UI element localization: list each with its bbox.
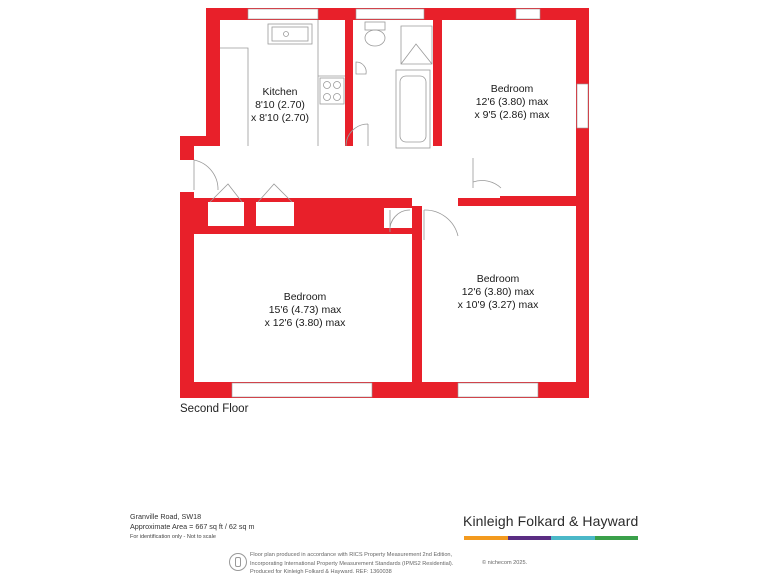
room-dimension: 12'6 (3.80) max (475, 96, 549, 108)
window-bath (356, 9, 424, 19)
brand-color-teal (551, 536, 595, 540)
rics-seal-icon (229, 553, 247, 571)
room-dimension: x 9'5 (2.86) max (474, 109, 550, 121)
wall-left-entry (180, 136, 194, 160)
brand-name: Kinleigh Folkard & Hayward (463, 513, 639, 529)
wall-bath-bedroom (433, 8, 442, 158)
wall-kitchen-bath (345, 8, 353, 156)
room-dimension: x 10'9 (3.27) max (457, 299, 539, 311)
disclaimer (250, 551, 453, 577)
window-bedroom-tr-top (516, 9, 540, 19)
disclaimer-line: Incorporating International Property Measurement Standards (IPMS2 Residential). (250, 560, 454, 567)
footer-info (130, 512, 254, 542)
floor-hall-2 (353, 148, 388, 198)
brand-color-orange (464, 536, 508, 540)
room-name: Bedroom (476, 273, 520, 285)
brand-color-green (595, 536, 639, 540)
room-label-bedroom-bottom-left (250, 291, 360, 330)
brand-color-purple (508, 536, 552, 540)
hall-right-cap (384, 198, 412, 206)
floor-hall (194, 146, 463, 198)
room-dimension: 12'6 (3.80) max (461, 286, 535, 298)
bedroom-bl-top (194, 228, 412, 234)
room-dimension: 8'10 (2.70) (255, 99, 305, 111)
address: Granville Road, SW18 (130, 512, 202, 521)
wall-bedroom-split (412, 206, 422, 382)
copyright: © nichecom 2025. (482, 560, 528, 566)
floor-label: Second Floor (180, 403, 249, 415)
wall-left-lower (180, 192, 194, 398)
disclaimer-line: Floor plan produced in accordance with RICS Property Measurement 2nd Edition, (250, 552, 453, 558)
approximate-area: Approximate Area = 667 sq ft / 62 sq m (130, 522, 255, 531)
scale-note: For identification only - Not to scale (130, 534, 216, 540)
window-bedroom-br (458, 383, 538, 397)
room-name: Bedroom (283, 291, 327, 303)
window-kitchen (248, 9, 318, 19)
floor-kitchen (220, 20, 345, 146)
brand-color-bar (464, 536, 638, 540)
wall-top-bedroom (433, 8, 589, 20)
room-dimension: x 8'10 (2.70) (250, 112, 310, 124)
window-bedroom-tr-side (577, 84, 588, 128)
wall-left-kitchen (206, 8, 220, 146)
room-label-bedroom-bottom-right (448, 273, 548, 312)
room-dimension: x 12'6 (3.80) max (264, 317, 346, 329)
room-name: Kitchen (262, 86, 298, 98)
room-name: Bedroom (490, 83, 534, 95)
bedroom-br-top (458, 198, 576, 206)
room-label-bedroom-top-right (462, 83, 562, 122)
window-bedroom-bl (232, 383, 372, 397)
room-label-kitchen (240, 86, 320, 125)
disclaimer-line: Produced for Kinleigh Folkard & Hayward. REF: 1360038 (250, 569, 392, 575)
room-dimension: 15'6 (4.73) max (268, 304, 342, 316)
